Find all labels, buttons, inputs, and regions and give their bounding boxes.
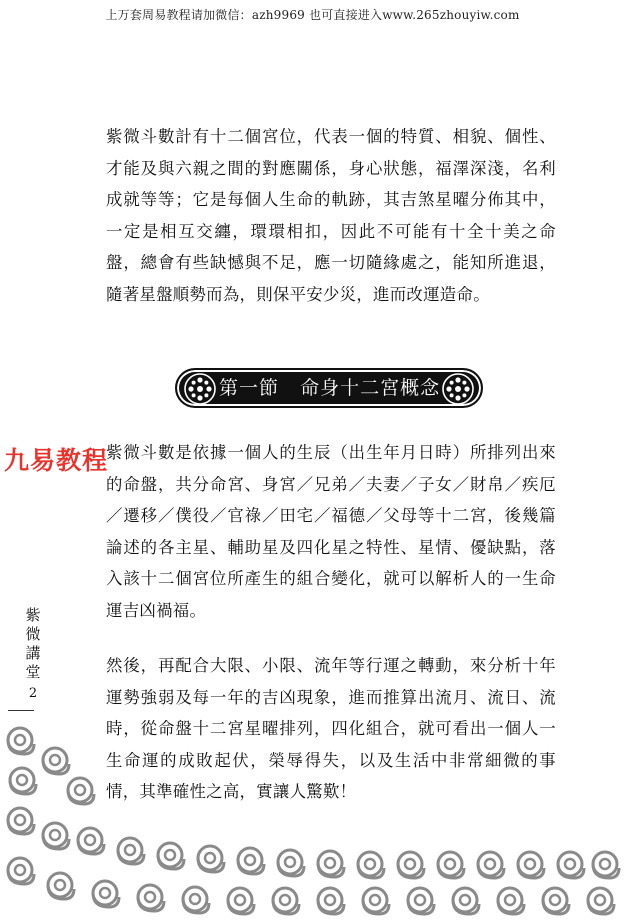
section-title: 第一節 命身十二宮概念: [219, 377, 441, 399]
body-paragraph-2: 然後，再配合大限、小限、流年等行運之轉動，來分析十年運勢強弱及每一年的吉凶現象，進而推算出流月、流日、流時，從命盤十二宮星曜排列，四化組合，就可看出一個人一生命運的成敗起伏，榮辱得失，以及生活中非常細微的事情，其準確性之高，實讓人驚歎！: [106, 656, 556, 801]
book-title-vertical: 紫 微 講 堂: [25, 606, 41, 681]
intro-paragraph: 紫微斗數計有十二個宮位，代表一個的特質、相貌、個性、才能及與六親之間的對應關係，身心狀態，福澤深淺，名利成就等等；它是每個人生命的軌跡，其吉煞星曜分佈其中，一定是相互交纏，環環相扣，因此不可能有十全十美之命盤，總會有些缺憾與不足，應一切隨緣處之，能知所進退，隨著星盤順勢而為，則保平安少災，進而改運造命。: [106, 127, 556, 304]
body-paragraph-1: 紫微斗數是依據一個人的生辰（出生年月日時）所排列出來的命盤，共分命宮、身宮／兄弟／夫妻／子女／財帛／疾厄／遷移／僕役／官祿／田宅／福德／父母等十二宮，後幾篇論述的各主星、輔助星及四化星之特性、星情、優缺點，落入該十二個宮位所產生的組合變化，就可以解析人的一生命運吉凶禍福。: [106, 443, 556, 620]
top-banner: 上万套周易教程请加微信：azh9969 也可直接进入www.265zhouyiw.com: [105, 8, 520, 22]
page-number: 2: [28, 686, 38, 701]
watermark: 九易教程: [4, 446, 109, 475]
